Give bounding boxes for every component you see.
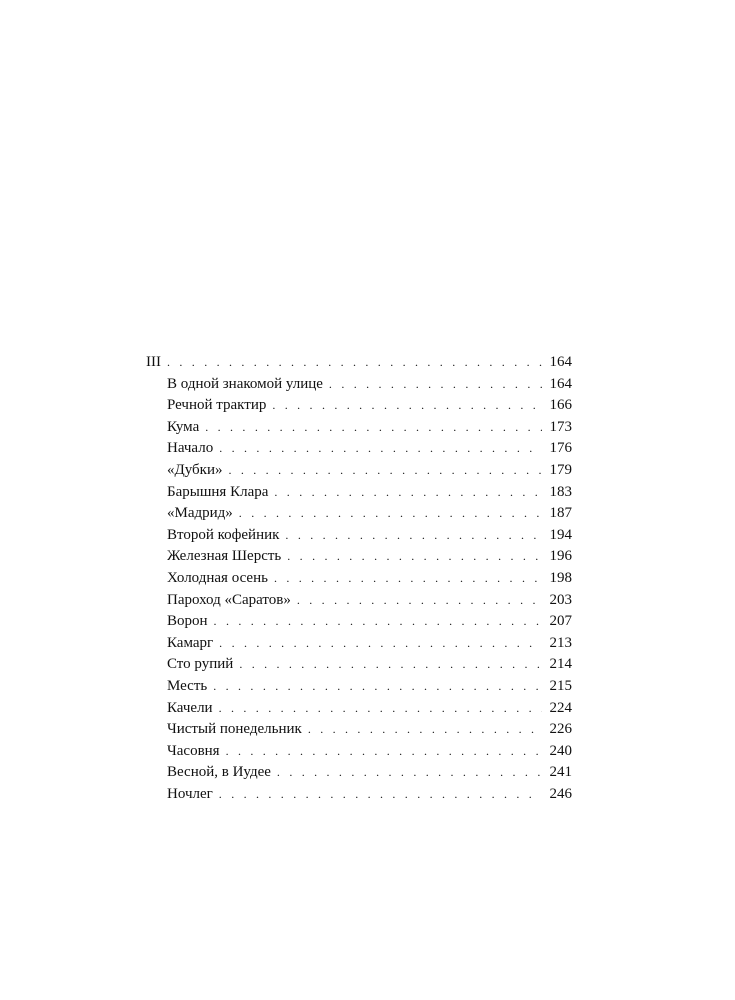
toc-entry-title: Пароход «Саратов» xyxy=(167,591,291,608)
toc-entry xyxy=(146,568,572,590)
dot-leader xyxy=(287,546,542,568)
toc-entry xyxy=(146,611,572,633)
toc-entry-title: Начало xyxy=(167,440,214,457)
toc-entry-title: Железная Шерсть xyxy=(167,548,282,565)
dot-leader xyxy=(297,590,542,612)
toc-entry-title: Чистый понедельник xyxy=(167,721,302,738)
dot-leader xyxy=(214,611,542,633)
toc-entry-title: «Мадрид» xyxy=(167,505,233,522)
toc-page-number: 166 xyxy=(549,397,572,414)
toc-entry xyxy=(146,676,572,698)
toc-page-number: 215 xyxy=(549,677,572,694)
toc-entry-title: Ворон xyxy=(167,613,208,630)
dot-leader xyxy=(329,374,542,396)
toc-page-number: 213 xyxy=(549,634,572,651)
dot-leader xyxy=(219,633,542,655)
toc-entry xyxy=(146,482,572,504)
toc-page-number: 173 xyxy=(549,418,572,435)
toc-entry xyxy=(146,762,572,784)
toc-entry-title: Холодная осень xyxy=(167,569,268,586)
toc-page-number: 196 xyxy=(549,548,572,565)
toc-entry-title: Сто рупий xyxy=(167,656,234,673)
toc-page-number: 179 xyxy=(549,461,572,478)
toc-entry-title: Кума xyxy=(167,418,200,435)
toc-entry xyxy=(146,654,572,676)
toc-page-number: 224 xyxy=(549,699,572,716)
toc-entry xyxy=(146,438,572,460)
dot-leader xyxy=(274,482,542,504)
dot-leader xyxy=(219,784,542,806)
dot-leader xyxy=(219,438,542,460)
dot-leader xyxy=(167,352,542,374)
dot-leader xyxy=(205,417,542,439)
dot-leader xyxy=(274,568,542,590)
toc-page-number: 164 xyxy=(549,354,572,370)
toc-entry-title: Барышня Клара xyxy=(167,483,269,500)
dot-leader xyxy=(213,676,542,698)
table-of-contents xyxy=(146,352,572,805)
toc-page-number: 214 xyxy=(549,656,572,673)
toc-page-number: 246 xyxy=(549,785,572,802)
dot-leader xyxy=(239,503,542,525)
dot-leader xyxy=(285,525,542,547)
toc-page-number: 207 xyxy=(549,613,572,630)
toc-section-heading xyxy=(146,352,572,374)
toc-page-number: 226 xyxy=(549,721,572,738)
toc-entry xyxy=(146,374,572,396)
toc-page-number: 176 xyxy=(549,440,572,457)
toc-entry xyxy=(146,698,572,720)
dot-leader xyxy=(226,741,542,763)
toc-entry xyxy=(146,719,572,741)
dot-leader xyxy=(308,719,542,741)
toc-page-number: 198 xyxy=(549,569,572,586)
toc-entry-title: Ночлег xyxy=(167,785,213,802)
toc-entry xyxy=(146,633,572,655)
dot-leader xyxy=(228,460,542,482)
toc-entry-title: «Дубки» xyxy=(167,461,223,478)
toc-entry-title: Весной, в Иудее xyxy=(167,764,271,781)
toc-page-number: 164 xyxy=(549,375,572,392)
toc-entry xyxy=(146,784,572,806)
dot-leader xyxy=(239,654,542,676)
toc-entry-title: Камарг xyxy=(167,634,214,651)
toc-entry-title: Часовня xyxy=(167,742,220,759)
toc-page-number: 241 xyxy=(549,764,572,781)
toc-entry xyxy=(146,395,572,417)
toc-page-number: 183 xyxy=(549,483,572,500)
dot-leader xyxy=(272,395,542,417)
toc-entry-title: Качели xyxy=(167,699,213,716)
toc-entry xyxy=(146,590,572,612)
toc-entry-title: Речной трактир xyxy=(167,397,267,414)
toc-page-number: 203 xyxy=(549,591,572,608)
toc-entry-title: Месть xyxy=(167,677,208,694)
toc-entry xyxy=(146,525,572,547)
toc-entry xyxy=(146,503,572,525)
toc-entry xyxy=(146,417,572,439)
toc-entry xyxy=(146,741,572,763)
dot-leader xyxy=(219,698,542,720)
toc-entry xyxy=(146,546,572,568)
toc-entry-title: Второй кофейник xyxy=(167,526,280,543)
toc-entry-title: III xyxy=(146,354,161,370)
toc-page-number: 187 xyxy=(549,505,572,522)
toc-page-number: 194 xyxy=(549,526,572,543)
dot-leader xyxy=(277,762,542,784)
toc-entry xyxy=(146,460,572,482)
toc-page-number: 240 xyxy=(549,742,572,759)
toc-entry-title: В одной знакомой улице xyxy=(167,375,323,392)
